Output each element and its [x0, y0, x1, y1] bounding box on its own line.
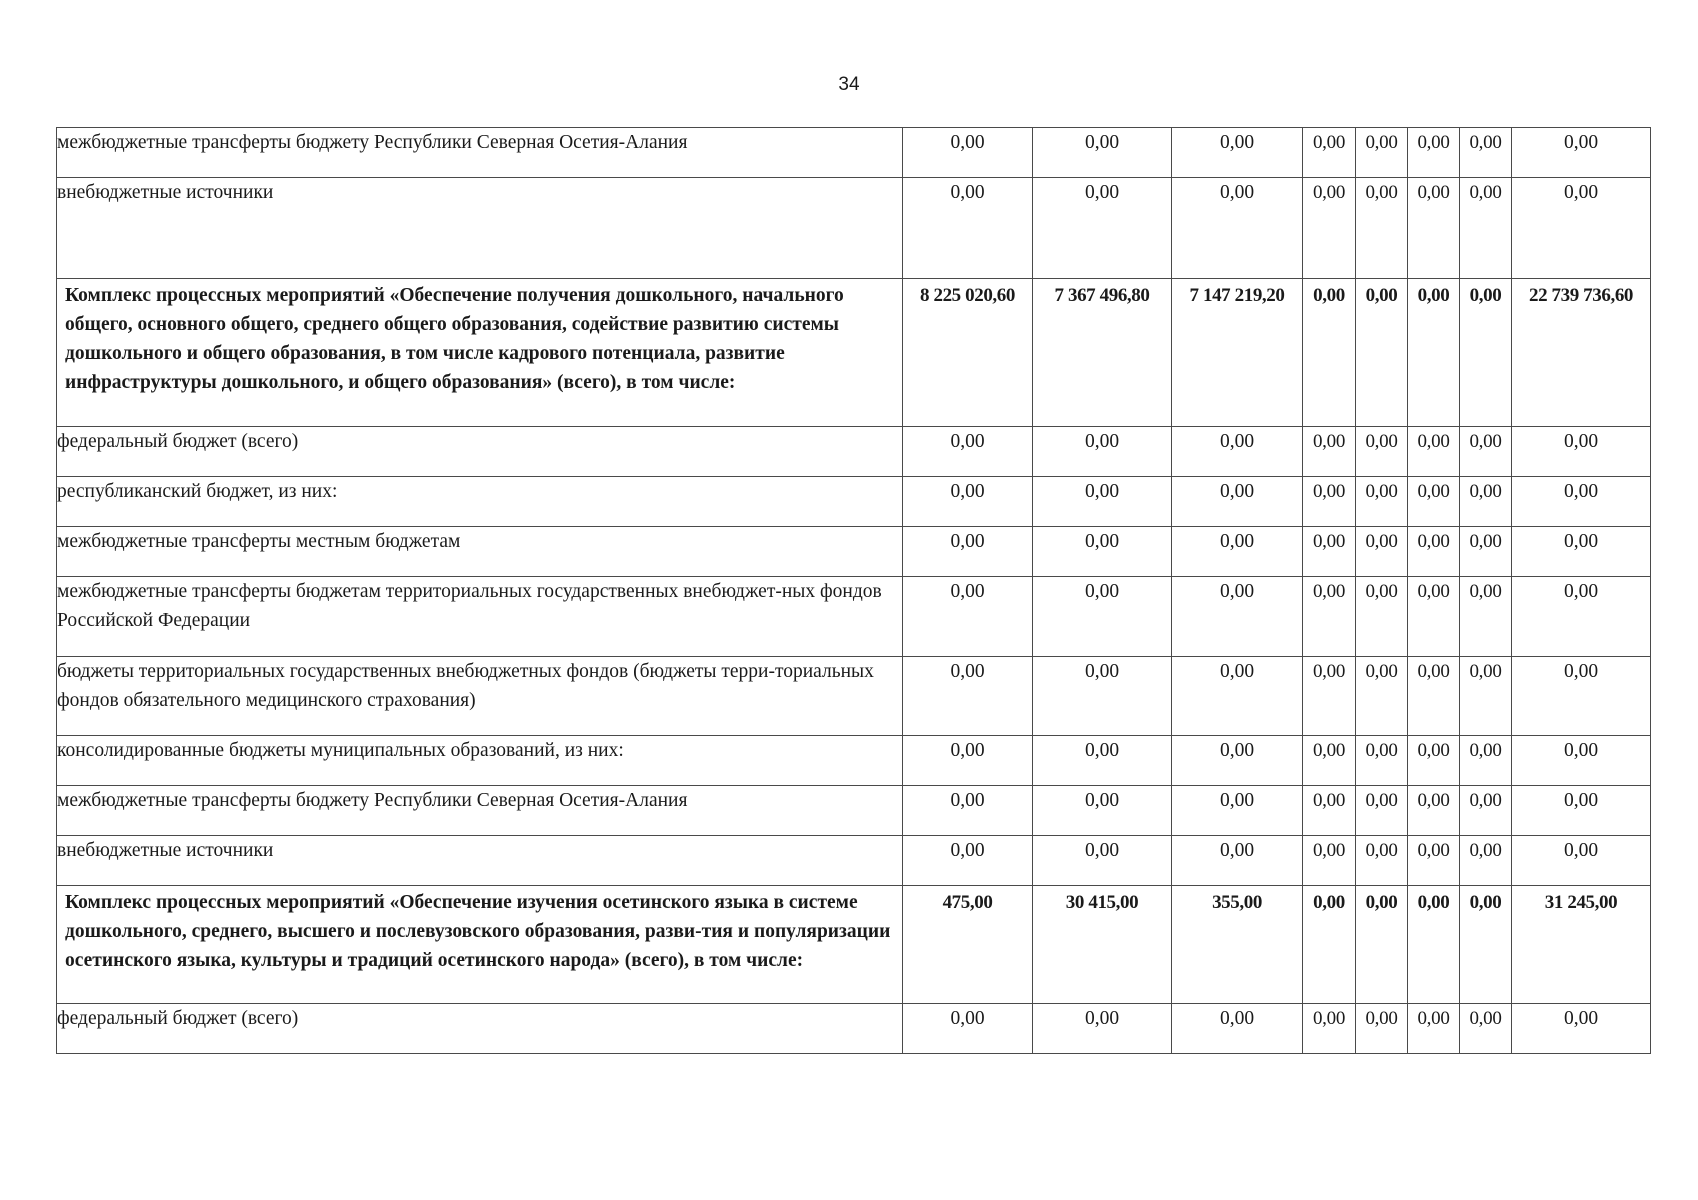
value-cell: 0,00 — [1356, 178, 1408, 279]
table-row — [57, 836, 1651, 886]
value-cell: 0,00 — [1356, 128, 1408, 178]
value-cell: 0,00 — [903, 736, 1033, 786]
table-row-section — [57, 886, 1651, 1004]
value-cell: 0,00 — [1460, 657, 1512, 736]
table-row — [57, 178, 1651, 279]
value-cell: 0,00 — [1356, 427, 1408, 477]
value-cell: 22 739 736,60 — [1512, 279, 1651, 427]
value-cell: 0,00 — [1033, 786, 1172, 836]
value-cell: 0,00 — [1303, 427, 1356, 477]
value-cell: 0,00 — [1460, 178, 1512, 279]
value-cell: 0,00 — [1303, 657, 1356, 736]
value-cell: 0,00 — [1172, 1004, 1303, 1054]
value-cell: 31 245,00 — [1512, 886, 1651, 1004]
value-cell: 0,00 — [1460, 1004, 1512, 1054]
value-cell: 0,00 — [1460, 477, 1512, 527]
row-label: федеральный бюджет (всего) — [57, 427, 903, 477]
value-cell: 0,00 — [1303, 786, 1356, 836]
value-cell: 0,00 — [1303, 128, 1356, 178]
value-cell: 0,00 — [1303, 527, 1356, 577]
value-cell: 0,00 — [1172, 477, 1303, 527]
table-row — [57, 657, 1651, 736]
value-cell: 0,00 — [1356, 786, 1408, 836]
row-label: внебюджетные источники — [57, 836, 903, 886]
value-cell: 475,00 — [903, 886, 1033, 1004]
value-cell: 0,00 — [903, 128, 1033, 178]
value-cell: 0,00 — [1172, 128, 1303, 178]
value-cell: 0,00 — [903, 786, 1033, 836]
value-cell: 0,00 — [1460, 128, 1512, 178]
value-cell: 0,00 — [1033, 178, 1172, 279]
value-cell: 0,00 — [1172, 836, 1303, 886]
value-cell: 0,00 — [1172, 736, 1303, 786]
value-cell: 0,00 — [903, 477, 1033, 527]
value-cell: 0,00 — [1460, 886, 1512, 1004]
value-cell: 0,00 — [1512, 427, 1651, 477]
value-cell: 0,00 — [1408, 128, 1460, 178]
value-cell: 0,00 — [1408, 836, 1460, 886]
budget-table — [56, 127, 1651, 1054]
value-cell: 0,00 — [1460, 577, 1512, 657]
value-cell: 0,00 — [1512, 1004, 1651, 1054]
value-cell: 0,00 — [1512, 178, 1651, 279]
value-cell: 0,00 — [1460, 279, 1512, 427]
table-row — [57, 1004, 1651, 1054]
value-cell: 0,00 — [1512, 128, 1651, 178]
value-cell: 0,00 — [1356, 736, 1408, 786]
table-row — [57, 128, 1651, 178]
value-cell: 0,00 — [1408, 786, 1460, 836]
value-cell: 0,00 — [1033, 657, 1172, 736]
value-cell: 0,00 — [1172, 178, 1303, 279]
value-cell: 0,00 — [1303, 279, 1356, 427]
value-cell: 0,00 — [1512, 786, 1651, 836]
value-cell: 0,00 — [1460, 836, 1512, 886]
row-label: республиканский бюджет, из них: — [57, 477, 903, 527]
value-cell: 0,00 — [1303, 178, 1356, 279]
value-cell: 0,00 — [903, 836, 1033, 886]
value-cell: 0,00 — [1408, 577, 1460, 657]
value-cell: 0,00 — [1172, 427, 1303, 477]
value-cell: 7 367 496,80 — [1033, 279, 1172, 427]
row-label: Комплекс процессных мероприятий «Обеспечение получения дошкольного, начального общего, основного общего, среднего общего образования, содействие развитию системы дошкольного и общего образования, в том числе кадрового потенциала, развитие инфраструктуры дошкольного, и общего образования» (всего), в том числе: — [57, 279, 903, 427]
value-cell: 0,00 — [1512, 836, 1651, 886]
row-label: консолидированные бюджеты муниципальных образований, из них: — [57, 736, 903, 786]
value-cell: 0,00 — [1408, 477, 1460, 527]
value-cell: 8 225 020,60 — [903, 279, 1033, 427]
page-number: 34 — [838, 74, 860, 95]
value-cell: 0,00 — [1356, 279, 1408, 427]
row-label: Комплекс процессных мероприятий «Обеспечение изучения осетинского языка в системе дошкольного, среднего, высшего и послевузовского образования, разви-тия и популяризации осетинского языка, культуры и традиций осетинского народа» (всего), в том числе: — [57, 886, 903, 1004]
value-cell: 0,00 — [1460, 786, 1512, 836]
value-cell: 0,00 — [1460, 527, 1512, 577]
table-row — [57, 527, 1651, 577]
value-cell: 0,00 — [1033, 527, 1172, 577]
value-cell: 0,00 — [1460, 427, 1512, 477]
value-cell: 0,00 — [1512, 736, 1651, 786]
value-cell: 0,00 — [1408, 886, 1460, 1004]
value-cell: 0,00 — [903, 527, 1033, 577]
value-cell: 0,00 — [1408, 527, 1460, 577]
value-cell: 0,00 — [903, 178, 1033, 279]
value-cell: 0,00 — [1408, 427, 1460, 477]
value-cell: 0,00 — [1033, 477, 1172, 527]
value-cell: 0,00 — [1356, 886, 1408, 1004]
value-cell: 0,00 — [1408, 178, 1460, 279]
value-cell: 0,00 — [1408, 736, 1460, 786]
value-cell: 0,00 — [1356, 577, 1408, 657]
value-cell: 0,00 — [1512, 477, 1651, 527]
value-cell: 0,00 — [1033, 128, 1172, 178]
value-cell: 0,00 — [1356, 657, 1408, 736]
table-row — [57, 477, 1651, 527]
table-row-section — [57, 279, 1651, 427]
value-cell: 30 415,00 — [1033, 886, 1172, 1004]
value-cell: 0,00 — [903, 427, 1033, 477]
value-cell: 0,00 — [1356, 1004, 1408, 1054]
value-cell: 0,00 — [1408, 1004, 1460, 1054]
row-label: федеральный бюджет (всего) — [57, 1004, 903, 1054]
table-body — [57, 128, 1651, 1054]
value-cell: 0,00 — [1033, 1004, 1172, 1054]
row-label: межбюджетные трансферты бюджету Республики Северная Осетия-Алания — [57, 786, 903, 836]
value-cell: 0,00 — [1303, 1004, 1356, 1054]
value-cell: 0,00 — [1172, 527, 1303, 577]
table-row — [57, 786, 1651, 836]
value-cell: 0,00 — [1033, 836, 1172, 886]
value-cell: 0,00 — [1408, 279, 1460, 427]
value-cell: 0,00 — [1033, 427, 1172, 477]
value-cell: 0,00 — [1033, 577, 1172, 657]
table-row — [57, 577, 1651, 657]
value-cell: 0,00 — [1303, 736, 1356, 786]
value-cell: 0,00 — [1512, 657, 1651, 736]
value-cell: 0,00 — [1408, 657, 1460, 736]
row-label: бюджеты территориальных государственных внебюджетных фондов (бюджеты терри-ториальных фондов обязательного медицинского страхования) — [57, 657, 903, 736]
value-cell: 0,00 — [1356, 527, 1408, 577]
table-row — [57, 427, 1651, 477]
value-cell: 0,00 — [1303, 886, 1356, 1004]
value-cell: 0,00 — [1303, 577, 1356, 657]
row-label: внебюджетные источники — [57, 178, 903, 279]
value-cell: 0,00 — [1303, 836, 1356, 886]
value-cell: 0,00 — [1512, 577, 1651, 657]
value-cell: 355,00 — [1172, 886, 1303, 1004]
row-label: межбюджетные трансферты бюджету Республики Северная Осетия-Алания — [57, 128, 903, 178]
row-label: межбюджетные трансферты местным бюджетам — [57, 527, 903, 577]
value-cell: 0,00 — [1172, 577, 1303, 657]
value-cell: 0,00 — [903, 657, 1033, 736]
value-cell: 0,00 — [1172, 786, 1303, 836]
value-cell: 0,00 — [903, 1004, 1033, 1054]
value-cell: 0,00 — [903, 577, 1033, 657]
value-cell: 0,00 — [1512, 527, 1651, 577]
value-cell: 7 147 219,20 — [1172, 279, 1303, 427]
row-label: межбюджетные трансферты бюджетам территориальных государственных внебюджет-ных фондов Российской Федерации — [57, 577, 903, 657]
value-cell: 0,00 — [1356, 836, 1408, 886]
value-cell: 0,00 — [1303, 477, 1356, 527]
value-cell: 0,00 — [1356, 477, 1408, 527]
value-cell: 0,00 — [1172, 657, 1303, 736]
table-row — [57, 736, 1651, 786]
value-cell: 0,00 — [1033, 736, 1172, 786]
value-cell: 0,00 — [1460, 736, 1512, 786]
